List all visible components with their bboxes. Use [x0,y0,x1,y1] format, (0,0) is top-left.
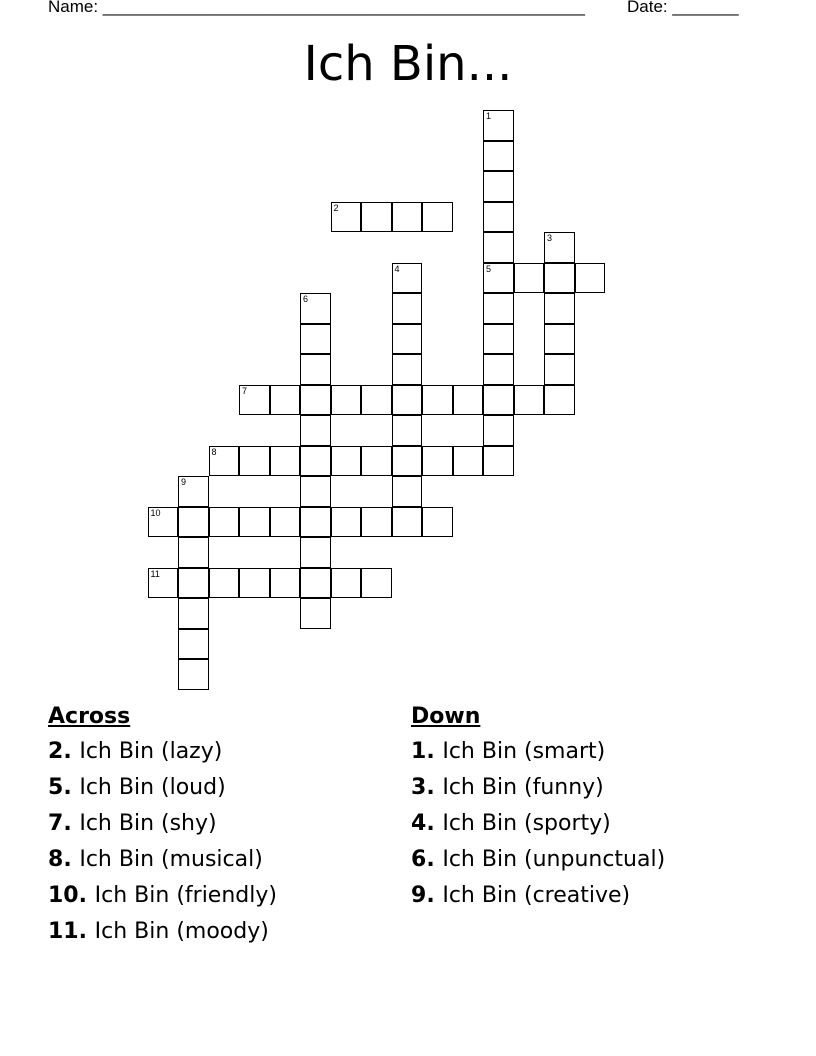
cell-number: 5 [486,263,492,274]
cell-number: 8 [211,446,217,457]
clue-number: 3 [411,775,427,800]
crossword-cell[interactable] [331,568,362,599]
crossword-cell[interactable] [331,202,362,233]
cell-number: 2 [333,202,339,213]
crossword-cell[interactable] [483,141,514,172]
crossword-cell[interactable] [300,507,331,538]
crossword-cell[interactable] [544,293,575,324]
crossword-cell[interactable] [300,324,331,355]
crossword-cell[interactable] [453,385,484,416]
across-clue: 11. Ich Bin (moody) [48,919,269,944]
across-clue: 5. Ich Bin (loud) [48,775,226,800]
down-clue: 1. Ich Bin (smart) [411,739,606,764]
crossword-cell[interactable] [483,354,514,385]
crossword-cell[interactable] [392,354,423,385]
crossword-cell[interactable] [209,446,240,477]
across-clue: 2. Ich Bin (lazy) [48,739,223,764]
crossword-cell[interactable] [392,446,423,477]
crossword-cell[interactable] [483,446,514,477]
crossword-cell[interactable] [331,507,362,538]
cell-number: 7 [242,385,248,396]
crossword-cell[interactable] [392,263,423,294]
crossword-cell[interactable] [422,202,453,233]
crossword-cell[interactable] [178,598,209,629]
crossword-cell[interactable] [270,385,301,416]
crossword-cell[interactable] [392,507,423,538]
crossword-cell[interactable] [361,446,392,477]
crossword-cell[interactable] [239,446,270,477]
clue-text: Ich Bin (smart) [442,739,606,764]
clue-number: 1 [411,739,427,764]
crossword-cell[interactable] [300,415,331,446]
name-field: Name: ___________________________________________________ [48,0,585,16]
across-clue: 10. Ich Bin (friendly) [48,883,277,908]
clue-text: Ich Bin (moody) [94,919,269,944]
crossword-cell[interactable] [178,568,209,599]
crossword-cell[interactable] [483,202,514,233]
across-clues [48,702,277,950]
crossword-cell[interactable] [392,476,423,507]
clue-number: 9 [411,883,427,908]
crossword-cell[interactable] [331,446,362,477]
crossword-cell[interactable] [300,568,331,599]
crossword-cell[interactable] [392,324,423,355]
down-clue: 9. Ich Bin (creative) [411,883,631,908]
clue-number: 11 [48,919,79,944]
crossword-cell[interactable] [270,507,301,538]
crossword-cell[interactable] [239,568,270,599]
crossword-cell[interactable] [300,598,331,629]
crossword-cell[interactable] [178,507,209,538]
crossword-cell[interactable] [392,385,423,416]
crossword-cell[interactable] [361,507,392,538]
clue-number: 6 [411,847,427,872]
across-clue: 7. Ich Bin (shy) [48,811,217,836]
crossword-cell[interactable] [209,507,240,538]
clue-text: Ich Bin (funny) [442,775,604,800]
crossword-cell[interactable] [270,446,301,477]
down-clues [411,702,665,914]
crossword-cell[interactable] [300,293,331,324]
crossword-cell[interactable] [544,263,575,294]
crossword-cell[interactable] [209,568,240,599]
cell-number: 11 [150,568,160,579]
cell-number: 4 [394,263,400,274]
crossword-cell[interactable] [422,507,453,538]
crossword-cell[interactable] [483,293,514,324]
clue-text: Ich Bin (shy) [79,811,217,836]
down-clue: 3. Ich Bin (funny) [411,775,604,800]
crossword-cell[interactable] [514,263,545,294]
crossword-cell[interactable] [300,476,331,507]
crossword-cell[interactable] [331,385,362,416]
across-heading: Across [48,704,131,729]
crossword-cell[interactable] [483,110,514,141]
crossword-cell[interactable] [483,263,514,294]
clue-number: 10 [48,883,79,908]
crossword-cell[interactable] [483,232,514,263]
cell-number: 10 [150,507,161,518]
cell-number: 9 [181,477,187,487]
crossword-cell[interactable] [392,415,423,446]
clue-number: 8 [48,847,64,872]
crossword-cell[interactable] [270,568,301,599]
crossword-cell[interactable] [361,385,392,416]
clue-number: 7 [48,811,64,836]
crossword-cell[interactable] [300,385,331,416]
down-clue: 4. Ich Bin (sporty) [411,811,611,836]
crossword-cell[interactable] [544,324,575,355]
crossword-cell[interactable] [361,568,392,599]
clue-text: Ich Bin (loud) [79,775,226,800]
down-clue: 6. Ich Bin (unpunctual) [411,847,666,872]
crossword-cell[interactable] [483,385,514,416]
clue-number: 2 [48,739,64,764]
clue-text: Ich Bin (unpunctual) [442,847,666,872]
crossword-cell[interactable] [483,415,514,446]
crossword-cell[interactable] [300,537,331,568]
cell-number: 6 [303,294,309,304]
down-heading: Down [411,704,481,729]
clue-text: Ich Bin (musical) [79,847,263,872]
cell-number: 3 [547,233,553,243]
clue-number: 5 [48,775,64,800]
clue-number: 4 [411,811,427,836]
across-clue: 8. Ich Bin (musical) [48,847,263,872]
crossword-cell[interactable] [300,446,331,477]
crossword-cell[interactable] [514,385,545,416]
crossword-cell[interactable] [148,568,179,599]
crossword-cell[interactable] [422,385,453,416]
clue-text: Ich Bin (sporty) [442,811,611,836]
crossword-cell[interactable] [392,202,423,233]
crossword-cell[interactable] [422,446,453,477]
crossword-cell[interactable] [148,507,179,538]
crossword-cell[interactable] [453,446,484,477]
crossword-cell[interactable] [300,354,331,385]
cell-number: 1 [486,111,492,121]
crossword-cell[interactable] [483,171,514,202]
crossword-cell[interactable] [178,629,209,660]
crossword-cell[interactable] [178,537,209,568]
crossword-cell[interactable] [483,324,514,355]
clue-text: Ich Bin (friendly) [94,883,277,908]
clue-text: Ich Bin (lazy) [79,739,223,764]
puzzle-title: Ich Bin... [303,36,513,92]
crossword-cell[interactable] [544,385,575,416]
crossword-cell[interactable] [392,293,423,324]
crossword-cell[interactable] [544,232,575,263]
crossword-cell[interactable] [239,507,270,538]
crossword-cell[interactable] [178,476,209,507]
date-field: Date: _______ [627,0,739,16]
crossword-cell[interactable] [544,354,575,385]
crossword-cell[interactable] [361,202,392,233]
clue-text: Ich Bin (creative) [442,883,631,908]
crossword-cell[interactable] [178,659,209,690]
crossword-cell[interactable] [239,385,270,416]
crossword-cell[interactable] [575,263,606,294]
